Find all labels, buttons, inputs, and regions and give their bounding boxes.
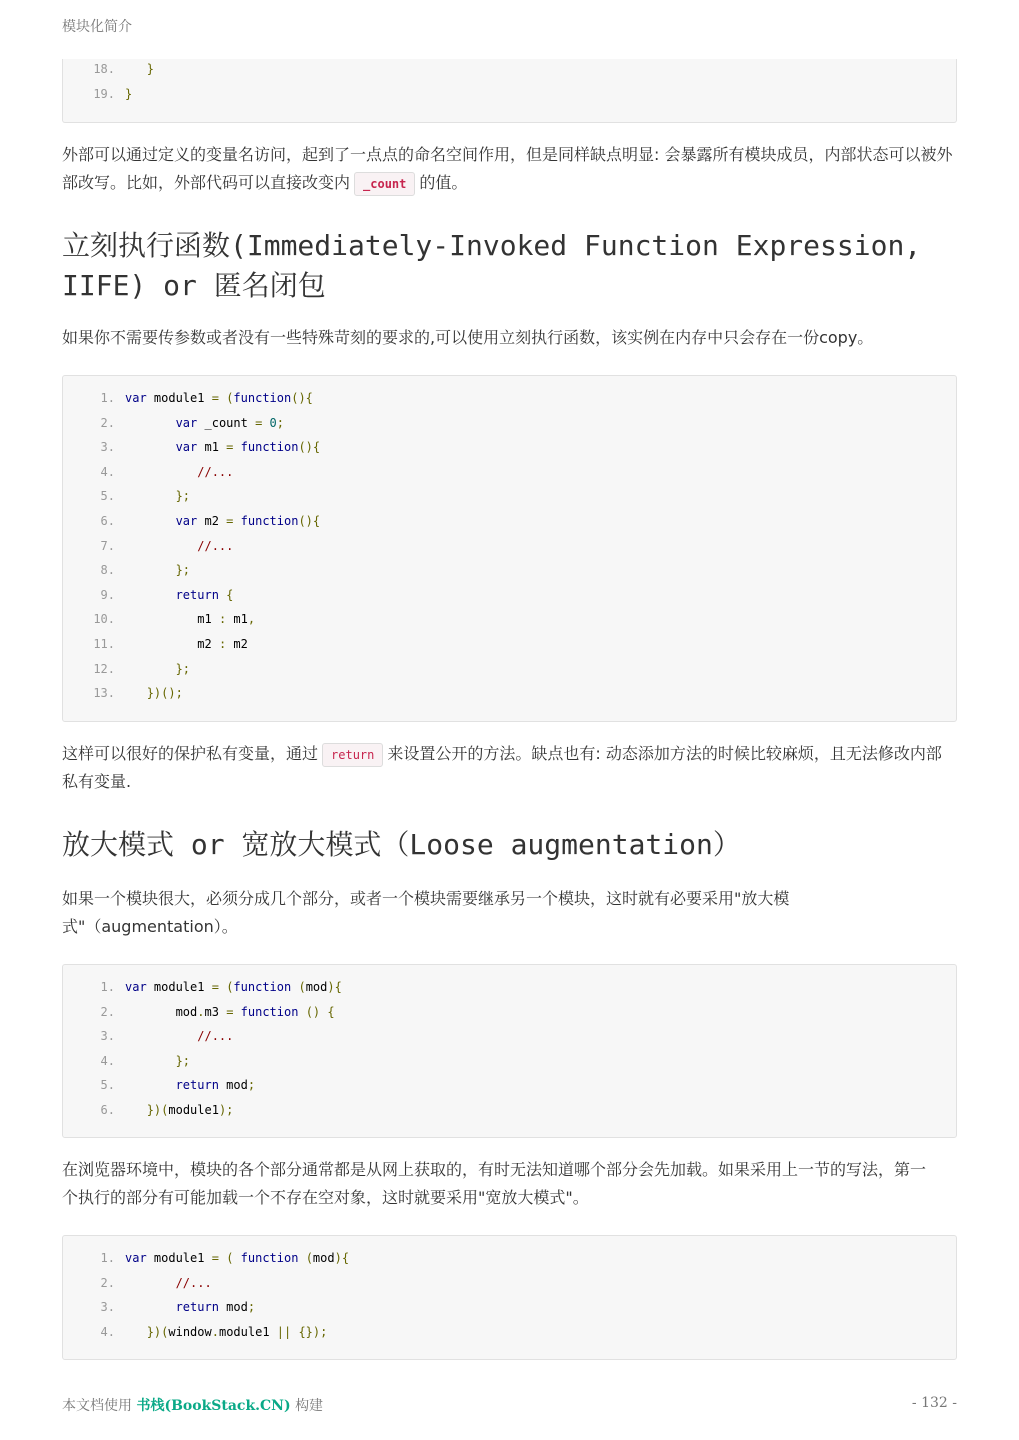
heading-iife: 立刻执行函数(Immediately-Invoked Function Expression, IIFE) or 匿名闭包 <box>62 229 922 302</box>
line-number: 9. <box>100 587 115 602</box>
code-text: })(module1); <box>146 1103 234 1117</box>
code-text: }; <box>175 661 191 676</box>
code-text: return mod; <box>175 1078 256 1093</box>
code-text: var module1 = ( function (mod){ <box>125 1251 350 1265</box>
line-number: 7. <box>100 538 115 553</box>
code-text: var m2 = function(){ <box>175 514 321 528</box>
code-text: }; <box>175 489 191 504</box>
line-number: 13. <box>93 686 115 701</box>
code-text: })(window.module1 || {}); <box>146 1324 328 1339</box>
paragraph-loose-augmentation: 在浏览器环境中，模块的各个部分通常都是从网上获取的，有时无法知道哪个部分会先加载。如果采用上一节的写法，第一个执行的部分有可能加载一个不存在空对象，这时就要采用"宽放大模式"。 <box>62 1160 927 1207</box>
line-number: 19. <box>93 86 115 101</box>
line-number: 4. <box>100 1053 115 1068</box>
line-number: 2. <box>100 1275 115 1290</box>
code-text: mod.m3 = function () { <box>175 1004 335 1019</box>
para3-text-before: 这样可以很好的保护私有变量，通过 <box>62 744 319 763</box>
code-text: //... <box>197 1029 234 1044</box>
line-number: 5. <box>100 489 115 504</box>
code-block-iife <box>62 375 957 722</box>
line-number: 1. <box>100 391 115 405</box>
line-number: 6. <box>100 1103 115 1117</box>
paragraph-iife-pros-cons <box>62 740 957 796</box>
line-number: 3. <box>100 440 115 455</box>
line-number: 6. <box>100 514 115 528</box>
line-number: 3. <box>100 1029 115 1044</box>
inline-code-count: _count <box>354 172 415 196</box>
code-text: }; <box>175 563 191 578</box>
code-text: var m1 = function(){ <box>175 440 321 455</box>
code-text: var module1 = (function (mod){ <box>125 980 342 994</box>
code-block-top <box>62 59 957 123</box>
line-number: 1. <box>100 980 115 994</box>
line-number: 18. <box>93 62 115 76</box>
line-number: 8. <box>100 563 115 578</box>
paragraph-augmentation-intro: 如果一个模块很大，必须分成几个部分，或者一个模块需要继承另一个模块，这时就有必要采用"放大模式"（augmentation）。 <box>62 889 790 936</box>
code-text: return mod; <box>175 1300 256 1315</box>
footer-brand-link[interactable]: 书栈(BookStack.CN) <box>136 1398 291 1414</box>
page-number: - 132 - <box>911 1395 957 1411</box>
line-number: 3. <box>100 1300 115 1315</box>
footer-prefix: 本文档使用 <box>62 1398 132 1414</box>
line-number: 4. <box>100 464 115 479</box>
para1-text-before: 外部可以通过定义的变量名访问，起到了一点点的命名空间作用，但是同样缺点明显: 会暴露所有模块成员，内部状态可以被外部改写。比如，外部代码可以直接改变内 <box>62 145 953 192</box>
code-text: //... <box>175 1275 212 1290</box>
heading-augmentation: 放大模式 or 宽放大模式（Loose augmentation） <box>62 828 741 861</box>
code-block-loose-augmentation <box>62 1235 957 1360</box>
para3-text-after: 来设置公开的方法。缺点也有: 动态添加方法的时候比较麻烦，且无法修改内部私有变量. <box>62 744 942 791</box>
para1-text-after: 的值。 <box>419 173 468 192</box>
code-text: }; <box>175 1053 191 1068</box>
line-number: 11. <box>93 637 115 651</box>
paragraph-iife-intro: 如果你不需要传参数或者没有一些特殊苛刻的要求的,可以使用立刻执行函数，该实例在内存中只会存在一份copy。 <box>62 328 874 347</box>
code-text: } <box>125 86 133 101</box>
line-number: 5. <box>100 1078 115 1093</box>
code-text: //... <box>197 464 234 479</box>
page-header: 模块化简介 <box>62 19 132 35</box>
code-text: })(); <box>146 686 183 701</box>
code-text: return { <box>175 587 234 602</box>
code-text: var module1 = (function(){ <box>125 391 313 405</box>
line-number: 2. <box>100 1004 115 1019</box>
code-block-augmentation <box>62 964 957 1138</box>
footer-suffix: 构建 <box>295 1398 324 1414</box>
footer-credit <box>62 1395 323 1415</box>
code-text: m1 : m1, <box>197 612 256 627</box>
line-number: 12. <box>93 661 115 676</box>
line-number: 4. <box>100 1324 115 1339</box>
paragraph-global-namespace <box>62 141 957 197</box>
code-text: var _count = 0; <box>175 415 284 430</box>
line-number: 2. <box>100 415 115 430</box>
code-text: //... <box>197 538 234 553</box>
line-number: 10. <box>93 612 115 627</box>
inline-code-return: return <box>322 743 383 767</box>
code-text: } <box>146 62 154 76</box>
code-text: m2 : m2 <box>197 637 248 651</box>
line-number: 1. <box>100 1251 115 1265</box>
